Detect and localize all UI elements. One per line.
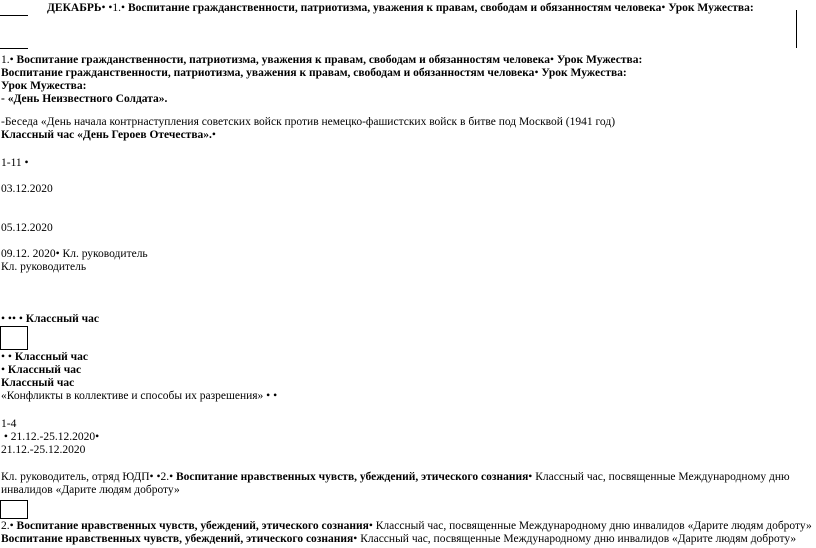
- block2-talk: -Беседа «День начала контрнаступления советских войск против немецко-фашистских войск в битве под Москвой (1941 год): [1, 116, 616, 128]
- meta2-event-cont: инвалидов «Дарите людям доброту»: [1, 484, 180, 496]
- meta2-event: Классный час, посвященные Международному дню: [535, 471, 790, 483]
- bullet-icon: [25, 157, 29, 169]
- block4-num: 2.: [1, 520, 10, 532]
- date3: 09.12. 2020: [1, 248, 56, 260]
- class-hour-d: Классный час: [1, 377, 75, 389]
- meta2-theme: Воспитание нравственных чувств, убеждений, этического сознания: [176, 471, 529, 483]
- block2-class-hour-line: [1, 129, 216, 142]
- empty-cell-box: [0, 500, 28, 519]
- block3-line4: [1, 377, 74, 390]
- date3-line: [1, 248, 148, 261]
- bullet-icon: [661, 2, 665, 14]
- bullet-icon: [550, 54, 554, 66]
- block3-bullets-line: [1, 313, 99, 326]
- block1-num: 1.: [1, 54, 10, 66]
- meta2-theme-line: [1, 471, 790, 484]
- bullet-icon: [10, 520, 14, 532]
- bullet-icon: [19, 313, 23, 325]
- top-right-rule: [796, 10, 797, 48]
- header-theme: Воспитание гражданственности, патриотизма, уважения к правам, свободам и обязанностям человека: [127, 2, 662, 14]
- bullet-icon: [101, 2, 105, 14]
- bullet-icon: [150, 471, 154, 483]
- header-line: [47, 2, 754, 15]
- period2: 21.12.-25.12.2020: [1, 444, 86, 456]
- bullet-icon: [121, 2, 125, 14]
- empty-cell-box: [0, 326, 28, 350]
- block1-theme: Воспитание гражданственности, патриотизма, уважения к правам, свободам и обязанностям человека: [16, 54, 550, 66]
- block4-theme: Воспитание нравственных чувств, убеждений, этического сознания: [16, 520, 369, 532]
- bullet-icon: [10, 54, 14, 66]
- class-hour-b: Классный час: [14, 351, 89, 363]
- conflicts-topic: «Конфликты в коллективе и способы их разрешения»: [1, 390, 264, 402]
- meta2-num: 2.: [160, 471, 170, 483]
- block3-conflicts-line: [1, 390, 277, 403]
- block4-line1: [1, 520, 812, 533]
- block1-theme2-line: [1, 67, 627, 80]
- bullet-icon: [1, 351, 5, 363]
- block1-soldier-line: [1, 93, 167, 106]
- block1-lesson3: Урок Мужества:: [1, 80, 87, 92]
- block4-line2: [1, 533, 796, 546]
- bullet-icon: [4, 431, 8, 443]
- bullet-icon: [534, 67, 538, 79]
- block2-talk-line: [1, 116, 615, 129]
- bullet-icon: [266, 390, 270, 402]
- responsible2: Кл. руководитель: [1, 261, 87, 273]
- class-hour-a: Классный час: [25, 313, 99, 325]
- block4-event: Классный час, посвященные Международному дню инвалидов «Дарите людям доброту»: [375, 520, 812, 532]
- block4-theme2: Воспитание нравственных чувств, убеждений, этического сознания: [1, 533, 354, 545]
- bullet-icon: [169, 471, 173, 483]
- bullet-icon: [528, 471, 532, 483]
- bullet-icon: [8, 351, 12, 363]
- top-left-rule: [0, 15, 28, 16]
- responsible1: Кл. руководитель: [62, 248, 148, 260]
- bullet-icon: [12, 313, 16, 325]
- date1: 03.12.2020: [1, 183, 53, 195]
- block3-line3: [1, 364, 81, 377]
- bullet-icon: [95, 431, 99, 443]
- class-hour-c: Классный час: [7, 364, 82, 376]
- bullet-icon: [369, 520, 373, 532]
- grades: 1-11: [1, 157, 22, 169]
- bullet-icon: [212, 129, 216, 141]
- bullet-icon: [1, 313, 5, 325]
- block2-class-hour: Классный час «День Героев Отечества».: [1, 129, 212, 141]
- period-line: [1, 431, 99, 444]
- block1-lesson2: Урок Мужества:: [541, 67, 627, 79]
- block1-soldier: - «День Неизвестного Солдата».: [1, 93, 168, 105]
- month-title: ДЕКАБРЬ: [47, 2, 102, 14]
- grades-line: [1, 157, 29, 170]
- block1-lesson3-line: [1, 80, 86, 93]
- bullet-icon: [353, 533, 357, 545]
- date2: 05.12.2020: [1, 222, 53, 234]
- block3-line2: [1, 351, 88, 364]
- bullet-icon: [273, 390, 277, 402]
- block1-lesson: Урок Мужества:: [556, 54, 643, 66]
- header-lesson: Урок Мужества:: [668, 2, 754, 14]
- period: 21.12.-25.12.2020: [10, 431, 96, 443]
- block4-event2: Классный час, посвященные Международному дню инвалидов «Дарите людям доброту»: [360, 533, 797, 545]
- block1-theme2: Воспитание гражданственности, патриотизма, уважения к правам, свободам и обязанностям человека: [1, 67, 535, 79]
- block1-rule: [0, 48, 28, 49]
- grades2: 1-4: [1, 418, 17, 430]
- block1-theme-line: [1, 54, 642, 67]
- header-num: 1.: [112, 2, 122, 14]
- bullet-icon: [56, 248, 60, 260]
- responsible3: Кл. руководитель, отряд ЮДП: [1, 471, 150, 483]
- bullet-icon: [1, 364, 5, 376]
